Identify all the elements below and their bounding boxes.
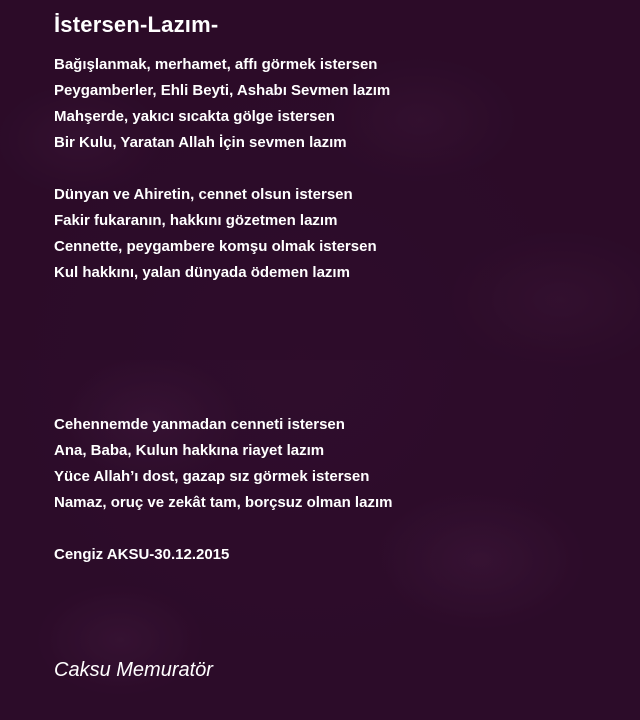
poem-line: Peygamberler, Ehli Beyti, Ashabı Sevmen lazım [54,82,391,99]
poem-line: Kul hakkını, yalan dünyada ödemen lazım [54,264,350,281]
poem-signature: Cengiz AKSU-30.12.2015 [54,546,230,563]
poem-line: Bağışlanmak, merhamet, affı görmek istersen [54,56,378,73]
poem-line: Cehennemde yanmadan cenneti istersen [54,416,345,433]
poem-line: Ana, Baba, Kulun hakkına riayet lazım [54,442,325,459]
poem-line: Fakir fukaranın, hakkını gözetmen lazım [54,212,338,229]
stanza-1 [54,52,390,156]
stanza-2 [54,182,377,286]
poem-line: Bir Kulu, Yaratan Allah İçin sevmen lazım [54,134,347,151]
poem-line: Namaz, oruç ve zekât tam, borçsuz olman lazım [54,494,393,511]
poem-line: Cennette, peygambere komşu olmak istersen [54,238,377,255]
poem-line: Dünyan ve Ahiretin, cennet olsun istersen [54,186,353,203]
author-name: Caksu Memuratör [54,659,213,681]
poem-title: İstersen-Lazım- [54,12,219,37]
poem-line: Mahşerde, yakıcı sıcakta gölge istersen [54,108,335,125]
poem-line: Yüce Allah’ı dost, gazap sız görmek istersen [54,468,370,485]
stanza-3 [54,412,392,516]
